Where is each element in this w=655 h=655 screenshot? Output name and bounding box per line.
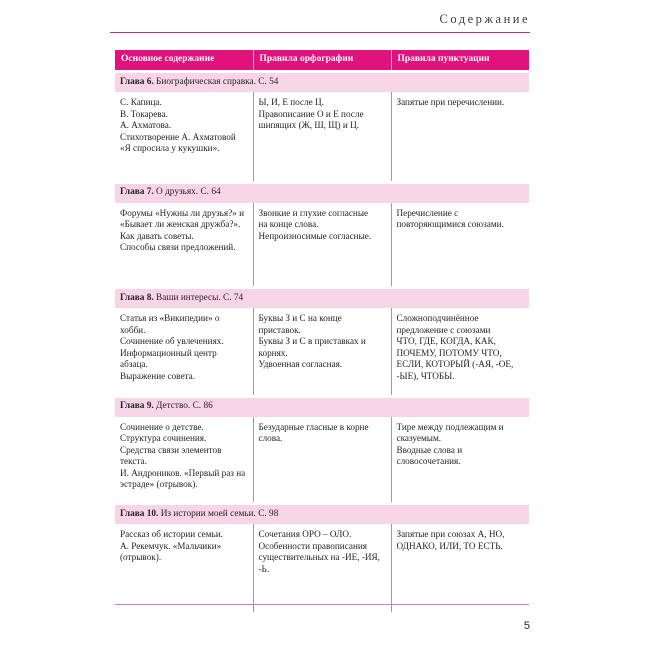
content-line: И. Андроников. «Первый раз на [120, 467, 246, 478]
punctuation-line: Запятые при перечислении. [396, 97, 505, 107]
chapter-body-row [115, 203, 529, 288]
punctuation-line: ЧТО, ГДЕ, КОГДА, КАК, [396, 336, 496, 347]
chapter-number: Глава 9. [120, 401, 154, 412]
chapter-number: Глава 10. [120, 508, 159, 519]
chapter-title: Ваши интересы. [156, 292, 221, 303]
punctuation-cell [391, 92, 529, 182]
chapter-heading [115, 182, 529, 203]
orthography-line: Правописание О и Е после [258, 108, 364, 119]
orthography-cell [253, 203, 391, 288]
content-line: Сочинение о детстве. [120, 421, 204, 432]
orthography-line: Ы, И, Е после Ц. [258, 97, 324, 107]
orthography-line: Буквы З и С в приставках и [258, 336, 366, 347]
content-line: С. Капица. [120, 97, 162, 107]
orthography-cell [253, 524, 391, 612]
content-line: А. Ахматова. [120, 120, 172, 131]
punctuation-line: словосочетания. [396, 456, 461, 467]
orthography-line: Удвоенная согласная. [258, 359, 343, 370]
chapter-body-row [115, 417, 529, 504]
chapter-title: Из истории моей семьи. [160, 508, 256, 519]
content-line: эстраде» (отрывок). [120, 479, 198, 490]
punctuation-line: ЕСЛИ, КОТОРЫЙ (-АЯ, -ОЕ, [396, 359, 514, 370]
chapter-title: О друзьях. [156, 187, 199, 198]
punctuation-cell [391, 417, 529, 504]
chapter-title: Биографическая справка. [156, 76, 256, 87]
content-line: абзаца. [120, 359, 148, 370]
orthography-line: Непроизносимые согласные. [258, 230, 372, 241]
chapter-number: Глава 6. [120, 76, 154, 87]
content-line: «Бывает ли женская дружба?». [120, 219, 241, 230]
content-line: хобби. [120, 324, 146, 335]
content-line: (отрывок). [120, 552, 162, 563]
chapter-page: С. 98 [258, 508, 279, 519]
orthography-line: существительных на -ИЕ, -ИЯ, [258, 552, 380, 563]
punctuation-line: предложение с союзами [396, 324, 491, 335]
orthography-line: Особенности правописания [258, 540, 368, 551]
chapter-body-row [115, 308, 529, 396]
chapter-row [115, 72, 529, 93]
content-line: текста. [120, 456, 147, 467]
content-line: В. Токарева. [120, 108, 168, 119]
orthography-line: слова. [258, 433, 283, 444]
content-line: Структура сочинения. [120, 433, 207, 444]
chapter-heading [115, 504, 529, 525]
chapter-body-row [115, 524, 529, 612]
content-cell [115, 417, 253, 504]
orthography-line: Звонкие и глухие согласные [258, 207, 369, 218]
content-line: Статья из «Википедии» о [120, 313, 220, 323]
orthography-line: корнях. [258, 347, 288, 358]
orthography-line: на конце слова. [258, 219, 319, 230]
chapter-page: С. 86 [192, 401, 213, 412]
chapter-page: С. 74 [223, 292, 244, 303]
orthography-line: шипящих (Ж, Ш, Щ) и Ц. [258, 120, 360, 131]
chapter-page: С. 64 [200, 187, 221, 198]
orthography-cell [253, 308, 391, 396]
contents-table [115, 50, 529, 612]
content-cell [115, 308, 253, 396]
table-bottom-divider [115, 604, 529, 605]
content-line: Стихотворение А. Ахматовой [120, 131, 236, 142]
table-header-row [115, 50, 529, 72]
content-line: А. Рекемчук. «Мальчики» [120, 540, 222, 551]
chapter-number: Глава 7. [120, 187, 154, 198]
chapter-heading [115, 72, 529, 93]
content-line: «Я спросила у кукушки». [120, 143, 220, 154]
content-cell [115, 92, 253, 182]
content-line: Как давать советы. [120, 230, 194, 241]
column-header-punctuation: Правила пунктуации [391, 50, 529, 72]
orthography-line: -Ь. [258, 563, 270, 574]
punctuation-cell [391, 308, 529, 396]
chapter-heading [115, 288, 529, 309]
content-line: Средства связи элементов [120, 444, 222, 455]
orthography-line: Буквы З и С на конце [258, 313, 342, 323]
content-line: Сочинение об увлечениях. [120, 336, 224, 347]
punctuation-line: повторяющимися союзами. [396, 219, 504, 230]
punctuation-cell [391, 524, 529, 612]
content-line: Выражение совета. [120, 370, 196, 381]
column-header-content: Основное содержание [115, 50, 253, 72]
punctuation-line: Запятые при союзах А, НО, [396, 529, 505, 539]
content-line: Способы связи предложений. [120, 242, 236, 253]
section-title: Содержание [439, 12, 530, 26]
punctuation-cell [391, 203, 529, 288]
chapter-number: Глава 8. [120, 292, 154, 303]
content-cell [115, 203, 253, 288]
orthography-line: Безударные гласные в корне [258, 421, 369, 432]
punctuation-line: Сложноподчинённое [396, 313, 479, 323]
chapter-heading [115, 396, 529, 417]
chapter-page: С. 54 [258, 76, 279, 87]
chapter-row [115, 288, 529, 309]
orthography-cell [253, 92, 391, 182]
orthography-line: Сочетания ОРО – ОЛО. [258, 529, 352, 539]
punctuation-line: ПОЧЕМУ, ПОТОМУ ЧТО, [396, 347, 502, 358]
chapter-row [115, 396, 529, 417]
punctuation-line: ОДНАКО, ИЛИ, ТО ЕСТЬ. [396, 540, 503, 551]
chapter-row [115, 504, 529, 525]
chapter-title: Детство. [156, 401, 191, 412]
content-line: Информационный центр [120, 347, 217, 358]
column-header-orthography: Правила орфографии [253, 50, 391, 72]
content-line: Рассказ об истории семьи. [120, 529, 223, 539]
chapter-row [115, 182, 529, 203]
punctuation-line: Вводные слова и [396, 444, 463, 455]
content-line: Форумы «Нужны ли друзья?» и [120, 207, 244, 218]
punctuation-line: сказуемым. [396, 433, 442, 444]
page-number: 5 [523, 620, 530, 632]
punctuation-line: Тире между подлежащим и [396, 421, 504, 432]
orthography-line: приставок. [258, 324, 301, 335]
chapter-body-row [115, 92, 529, 182]
content-cell [115, 524, 253, 612]
header-divider [110, 32, 530, 33]
orthography-cell [253, 417, 391, 504]
punctuation-line: Перечисление с [396, 207, 459, 218]
punctuation-line: -ЫЕ), ЧТОБЫ. [396, 370, 455, 381]
